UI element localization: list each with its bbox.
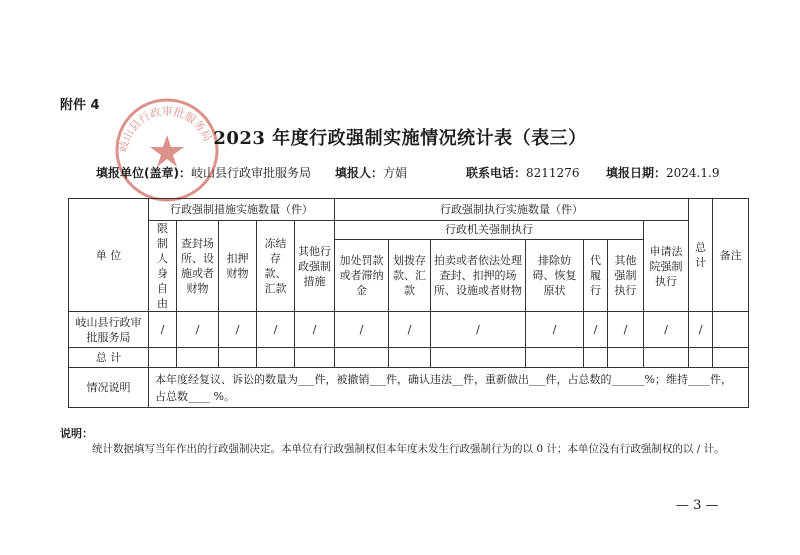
table-cell (335, 348, 389, 368)
table-cell: / (149, 312, 177, 348)
table-cell (608, 348, 644, 368)
table-cell: / (389, 312, 431, 348)
attachment-label: 附件 4 (60, 98, 100, 113)
filler-value: 方娟 (383, 166, 408, 180)
page-number: — 3 — (676, 498, 719, 513)
situation-row (69, 368, 749, 408)
table-cell: / (644, 312, 689, 348)
svg-text:岐山县行政审批服务局: 岐山县行政审批服务局 (116, 104, 215, 154)
agency-col-header: 其他强制执行 (608, 239, 644, 311)
measure-col-header: 其他行政强制措施 (295, 221, 335, 312)
page-title: 2023 年度行政强制实施情况统计表（表三） (213, 128, 587, 149)
agency-col-header: 拍卖或者依法处理查封、扣押的场所、设施或者财物 (431, 239, 526, 311)
table-cell (584, 348, 608, 368)
phone-info (466, 164, 579, 181)
execution-group-header: 行政强制执行实施数量（件） (335, 199, 689, 221)
table-cell (177, 348, 219, 368)
table-cell: / (219, 312, 257, 348)
table-cell: / (431, 312, 526, 348)
agency-col-header: 代履行 (584, 239, 608, 311)
agency-col-header: 加处罚款或者滞纳金 (335, 239, 389, 311)
row-unit-name: 岐山县行政审批服务局 (69, 312, 149, 348)
unit-header: 单 位 (69, 199, 149, 312)
unit-info (96, 164, 311, 181)
table-cell: / (689, 312, 713, 348)
table-cell (257, 348, 295, 368)
remark-col-header: 备注 (713, 199, 749, 312)
date-value: 2024.1.9 (666, 166, 720, 180)
unit-label: 填报单位(盖章)： (96, 166, 191, 180)
filler-label: 填报人： (335, 166, 384, 180)
table-cell: / (584, 312, 608, 348)
table-cell: / (526, 312, 584, 348)
table-cell: / (608, 312, 644, 348)
date-label: 填报日期： (606, 166, 667, 180)
table-cell: / (335, 312, 389, 348)
measures-group-header: 行政强制措施实施数量（件） (149, 199, 335, 221)
measure-col-header: 扣押财物 (219, 221, 257, 312)
table-cell (295, 348, 335, 368)
filler-info (335, 164, 407, 181)
table-cell (219, 348, 257, 368)
table-cell (149, 348, 177, 368)
table-cell (644, 348, 689, 368)
agency-group-header: 行政机关强制执行 (335, 221, 644, 240)
unit-value: 岐山县行政审批服务局 (190, 166, 311, 180)
table-cell (713, 348, 749, 368)
situation-text: 本年度经复议、诉讼的数量为___件，被撤销___件，确认违法__件，重新做出___件，占总数的______%；维持____件，占总数____ %。 (149, 368, 749, 408)
phone-label: 联系电话： (466, 166, 527, 180)
note-label: 说明： (60, 427, 93, 440)
table-cell: / (295, 312, 335, 348)
statistics-table (68, 198, 749, 408)
agency-col-header: 划拨存款、汇款 (389, 239, 431, 311)
table-cell (526, 348, 584, 368)
total-row (69, 348, 749, 368)
table-cell (389, 348, 431, 368)
table-cell (689, 348, 713, 368)
total-row-label: 总 计 (69, 348, 149, 368)
table-row (69, 312, 749, 348)
note-text: 统计数据填写当年作出的行政强制决定。本单位有行政强制权但本年度未发生行政强制行为的以 0 计；本单位没有行政强制权的以 / 计。 (92, 443, 725, 455)
measure-col-header: 限制人身自由 (149, 221, 177, 312)
phone-value: 8211276 (526, 166, 580, 180)
table-cell: / (177, 312, 219, 348)
official-seal-stamp (112, 95, 222, 205)
court-col-header: 申请法院强制执行 (644, 221, 689, 312)
situation-label: 情况说明 (69, 368, 149, 408)
table-cell (431, 348, 526, 368)
total-col-header: 总计 (689, 199, 713, 312)
agency-col-header: 排除妨碍、恢复原状 (526, 239, 584, 311)
measure-col-header: 冻结存款、汇款 (257, 221, 295, 312)
table-cell: / (257, 312, 295, 348)
measure-col-header: 查封场所、设施或者财物 (177, 221, 219, 312)
table-cell (713, 312, 749, 348)
date-info (606, 164, 719, 181)
